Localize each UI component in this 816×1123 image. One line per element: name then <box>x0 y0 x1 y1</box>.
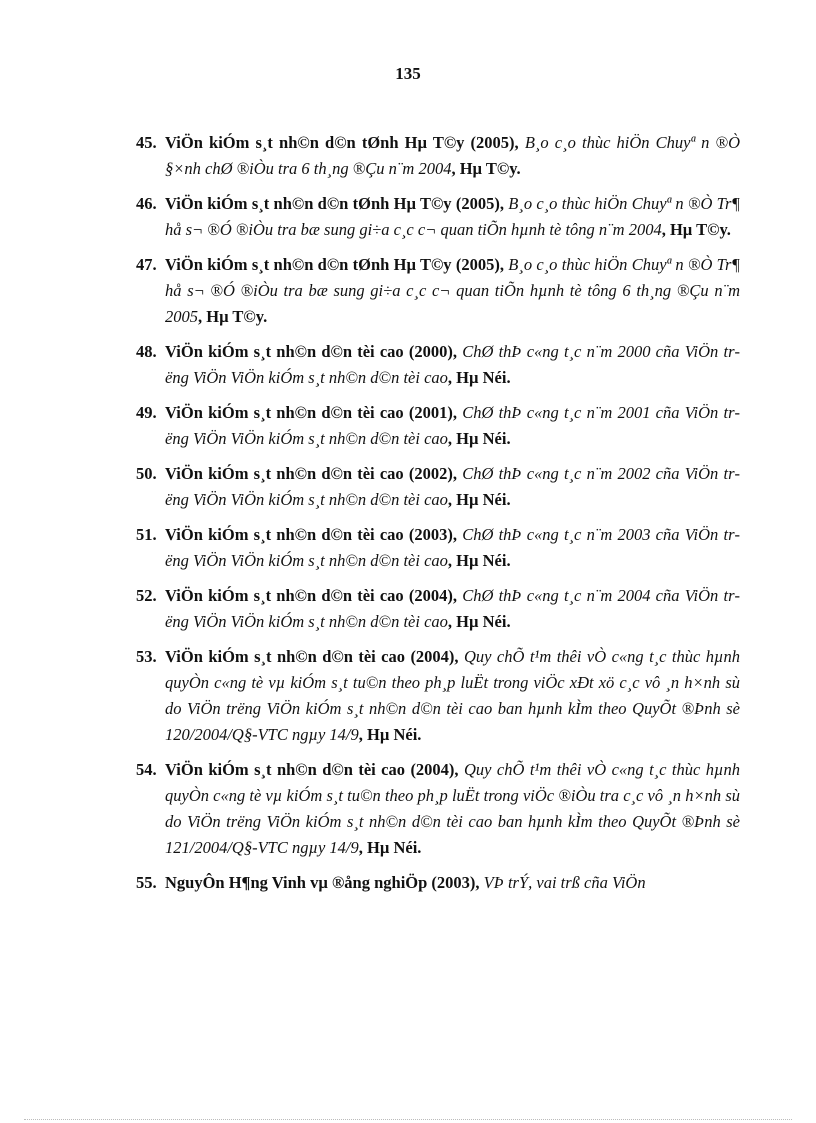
reference-publisher: , Hµ T©y. <box>661 220 731 239</box>
reference-title: Quy chÕ t¹m thêi vÒ c«ng t¸c thùc hµnh quyÒn c«ng tè vµ kiÓm s¸t tu©n theo ph¸p luËt trong viÖc ®iÒu tra c¸c vô ¸n h×nh sù do ViÖn trëng ViÖn kiÓm s¸t nh©n d©n tèi cao ban hµnh kÌm theo QuyÕt ®Þnh sè 121/2004/Q§-VTC ngµy 14/9 <box>165 760 741 857</box>
reference-number: 46. <box>136 194 157 213</box>
reference-publisher: , Hµ Néi. <box>447 612 511 631</box>
reference-author: ViÖn kiÓm s¸t nh©n d©n tèi cao (2004), <box>165 647 459 666</box>
reference-author: NguyÔn H¶ng Vinh vµ ®ång nghiÖp (2003), <box>165 873 480 892</box>
reference-title: B¸o c¸o thùc hiÖn Chuyª n ®Ò Tr¶ hå s¬ ®Ó ®iÒu tra bæ sung gi÷a c¸c c¬ quan tiÕn hµnh tè tông n¨m 2004 <box>165 194 740 239</box>
reference-item <box>136 252 740 330</box>
reference-item <box>136 461 740 513</box>
reference-number: 47. <box>136 255 157 274</box>
reference-publisher: , Hµ Néi. <box>447 551 511 570</box>
footer-divider <box>24 1119 792 1120</box>
reference-number: 50. <box>136 464 157 483</box>
reference-item <box>136 644 740 748</box>
reference-author: ViÖn kiÓm s¸t nh©n d©n tØnh Hµ T©y (2005), <box>165 194 504 213</box>
reference-number: 51. <box>136 525 157 544</box>
reference-title: VÞ trÝ, vai trß cña ViÖn <box>483 873 646 892</box>
reference-publisher: , Hµ Néi. <box>447 368 511 387</box>
reference-title: ChØ thÞ c«ng t¸c n¨m 2001 cña ViÖn trëng ViÖn ViÖn kiÓm s¸t nh©n d©n tèi cao <box>165 403 741 448</box>
reference-author: ViÖn kiÓm s¸t nh©n d©n tØnh Hµ T©y (2005), <box>165 255 504 274</box>
reference-author: ViÖn kiÓm s¸t nh©n d©n tèi cao (2001), <box>165 403 457 422</box>
reference-title: B¸o c¸o thùc hiÖn Chuyª n ®Ò Tr¶ hå s¬ ®Ó ®iÒu tra bæ sung gi÷a c¸c c¬ quan tiÕn hµnh tè tông 6 th¸ng ®Çu n¨m 2005 <box>165 255 740 326</box>
reference-number: 45. <box>136 133 157 152</box>
reference-item <box>136 191 740 243</box>
reference-item <box>136 522 740 574</box>
reference-number: 55. <box>136 873 157 892</box>
reference-author: ViÖn kiÓm s¸t nh©n d©n tèi cao (2004), <box>165 760 459 779</box>
reference-title: B¸o c¸o thùc hiÖn Chuyª n ®Ò §×nh chØ ®iÒu tra 6 th¸ng ®Çu n¨m 2004 <box>165 133 741 178</box>
reference-title: ChØ thÞ c«ng t¸c n¨m 2002 cña ViÖn trëng ViÖn ViÖn kiÓm s¸t nh©n d©n tèi cao <box>165 464 741 509</box>
reference-publisher: , Hµ Néi. <box>447 429 511 448</box>
reference-publisher: , Hµ Néi. <box>447 490 511 509</box>
reference-title: ChØ thÞ c«ng t¸c n¨m 2004 cña ViÖn trëng ViÖn ViÖn kiÓm s¸t nh©n d©n tèi cao <box>165 586 741 631</box>
reference-author: ViÖn kiÓm s¸t nh©n d©n tèi cao (2004), <box>165 586 457 605</box>
reference-item <box>136 400 740 452</box>
reference-number: 52. <box>136 586 157 605</box>
reference-publisher: , Hµ Néi. <box>358 838 422 857</box>
reference-number: 54. <box>136 760 157 779</box>
reference-number: 49. <box>136 403 157 422</box>
reference-author: ViÖn kiÓm s¸t nh©n d©n tèi cao (2002), <box>165 464 457 483</box>
page-number: 135 <box>395 64 421 83</box>
reference-author: ViÖn kiÓm s¸t nh©n d©n tèi cao (2003), <box>165 525 457 544</box>
reference-item <box>136 339 740 391</box>
reference-publisher: , Hµ T©y. <box>198 307 268 326</box>
reference-publisher: , Hµ T©y. <box>451 159 521 178</box>
reference-item <box>136 870 740 896</box>
reference-publisher: , Hµ Néi. <box>358 725 422 744</box>
reference-title: Quy chÕ t¹m thêi vÒ c«ng t¸c thùc hµnh quyÒn c«ng tè vµ kiÓm s¸t tu©n theo ph¸p luËt trong viÖc xÐt xö c¸c vô ¸n h×nh sù do ViÖn trëng ViÖn kiÓm s¸t nh©n d©n tèi cao ban hµnh kÌm theo QuyÕt ®Þnh sè 120/2004/Q§-VTC ngµy 14/9 <box>165 647 741 744</box>
reference-number: 48. <box>136 342 157 361</box>
reference-title: ChØ thÞ c«ng t¸c n¨m 2003 cña ViÖn trëng ViÖn ViÖn kiÓm s¸t nh©n d©n tèi cao <box>165 525 741 570</box>
reference-author: ViÖn kiÓm s¸t nh©n d©n tØnh Hµ T©y (2005), <box>165 133 519 152</box>
reference-author: ViÖn kiÓm s¸t nh©n d©n tèi cao (2000), <box>165 342 457 361</box>
reference-item <box>136 130 740 182</box>
reference-list <box>136 130 740 905</box>
reference-item <box>136 583 740 635</box>
reference-number: 53. <box>136 647 157 666</box>
reference-item <box>136 757 740 861</box>
reference-title: ChØ thÞ c«ng t¸c n¨m 2000 cña ViÖn trëng ViÖn ViÖn kiÓm s¸t nh©n d©n tèi cao <box>165 342 741 387</box>
